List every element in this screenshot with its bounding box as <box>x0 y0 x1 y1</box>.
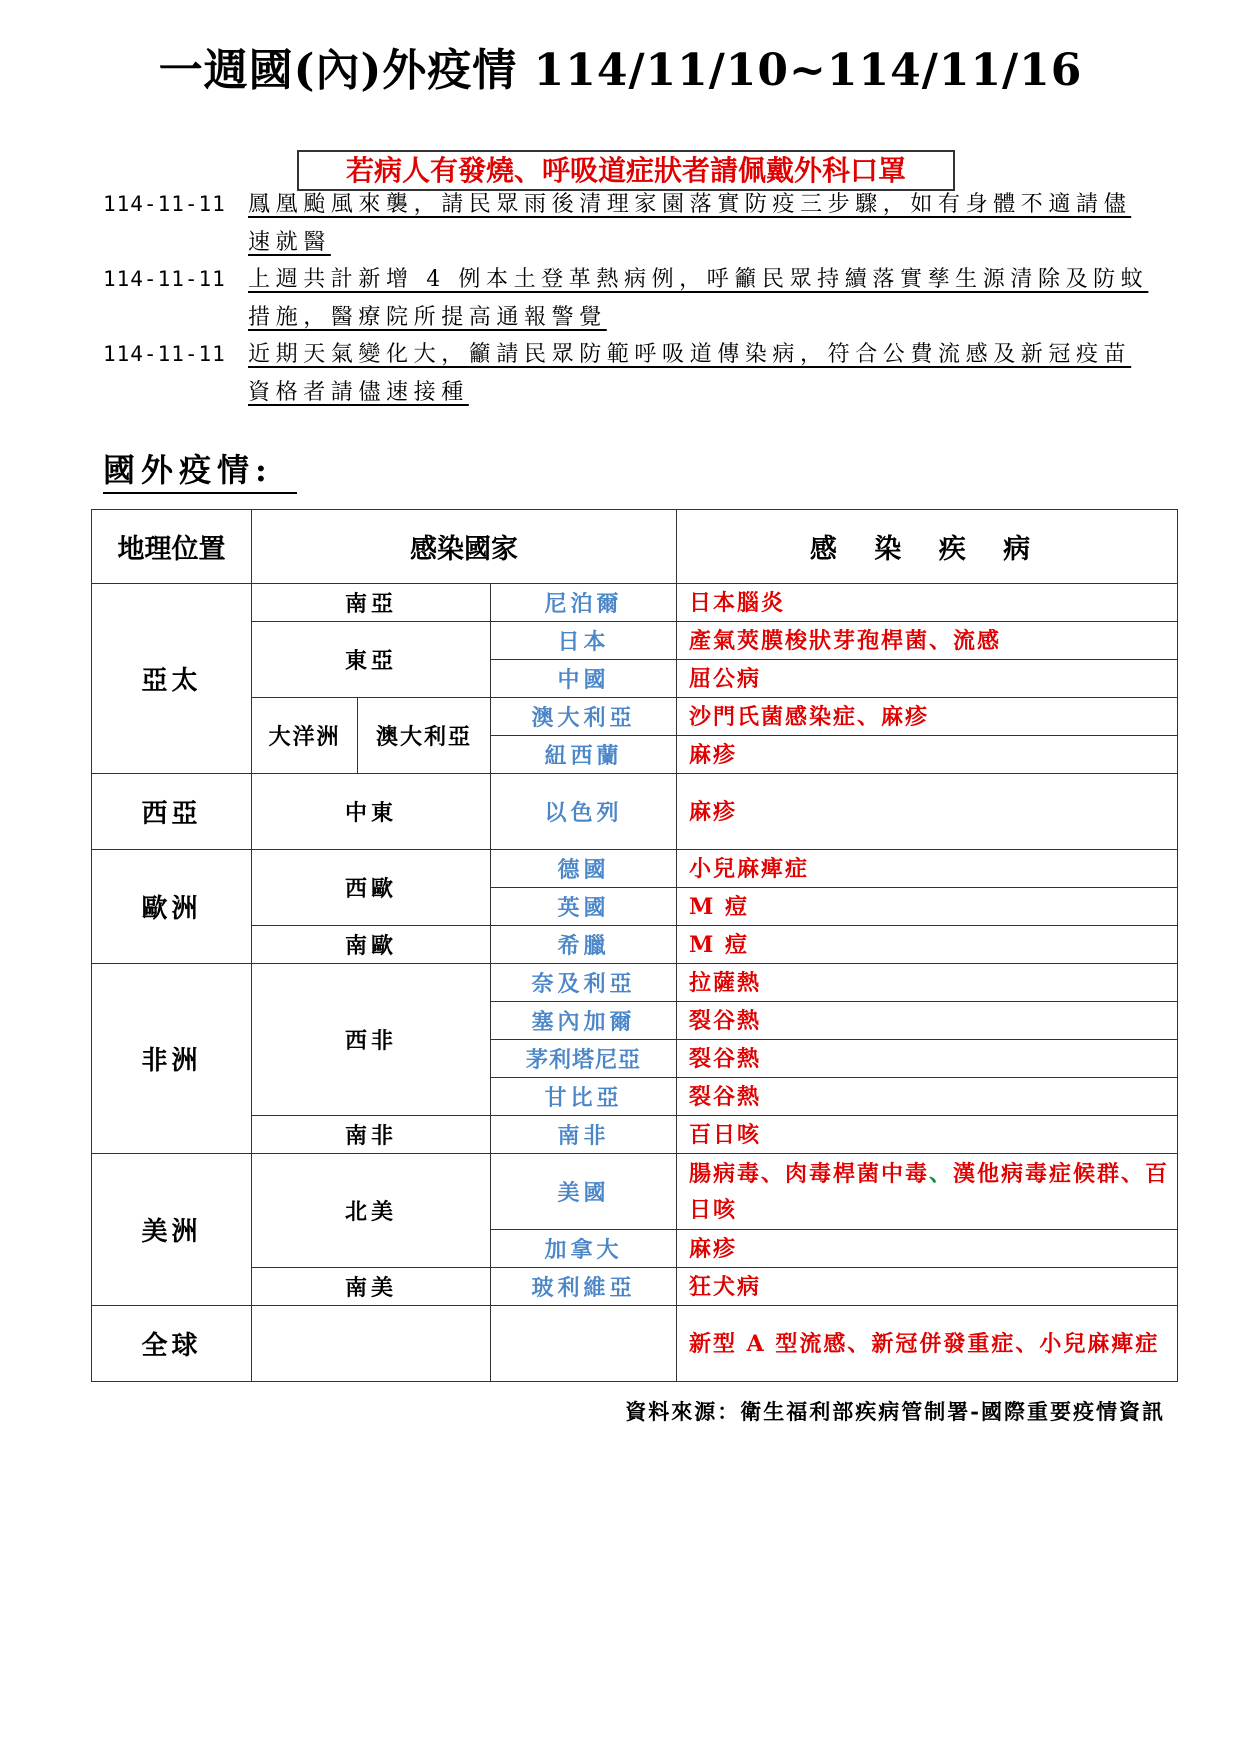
news-date: 114-11-11 <box>103 192 226 216</box>
news-text-line[interactable]: 近期天氣變化大，籲請民眾防範呼吸道傳染病，符合公費流感及新冠疫苗 <box>248 342 1132 367</box>
disease-cell: 裂谷熱 <box>677 1002 1178 1040</box>
geo-cell: 非洲 <box>92 964 252 1154</box>
disease-cell: M 痘 <box>677 888 1178 926</box>
disease-cell: M 痘 <box>677 926 1178 964</box>
region-cell: 東亞 <box>252 622 491 698</box>
table-row <box>92 584 1178 622</box>
disease-cell: 屈公病 <box>677 660 1178 698</box>
news-text-line[interactable]: 上週共計新增 4 例本土登革熱病例，呼籲民眾持續落實孳生源清除及防蚊 <box>248 267 1149 292</box>
news-item <box>103 336 1163 411</box>
disease-cell: 麻疹 <box>677 736 1178 774</box>
country-cell: 日本 <box>491 622 677 660</box>
country-cell: 甘比亞 <box>491 1078 677 1116</box>
country-cell: 玻利維亞 <box>491 1268 677 1306</box>
disease-cell: 沙門氏菌感染症、麻疹 <box>677 698 1178 736</box>
region-cell: 北美 <box>252 1154 491 1268</box>
disease-cell: 裂谷熱 <box>677 1078 1178 1116</box>
region-cell: 西非 <box>252 964 491 1116</box>
disease-cell: 拉薩熱 <box>677 964 1178 1002</box>
table-row <box>92 1268 1178 1306</box>
disease-cell: 小兒麻痺症 <box>677 850 1178 888</box>
geo-cell: 美洲 <box>92 1154 252 1306</box>
disease-cell: 百日咳 <box>677 1116 1178 1154</box>
page-title: 一週國(內)外疫情 114/11/10~114/11/16 <box>158 45 1083 96</box>
country-cell: 德國 <box>491 850 677 888</box>
region-cell: 大洋洲 <box>252 698 358 774</box>
country-cell: 希臘 <box>491 926 677 964</box>
disease-separator: 、 <box>929 1160 954 1187</box>
disease-text: 腸病毒、肉毒桿菌中毒 <box>689 1160 930 1187</box>
country-cell: 南非 <box>491 1116 677 1154</box>
geo-cell: 歐洲 <box>92 850 252 964</box>
region-cell: 南歐 <box>252 926 491 964</box>
region-cell: 南非 <box>252 1116 491 1154</box>
region-cell: 南亞 <box>252 584 491 622</box>
region-cell: 南美 <box>252 1268 491 1306</box>
table-row <box>92 850 1178 888</box>
table-row <box>92 926 1178 964</box>
mask-notice: 若病人有發燒、呼吸道症狀者請佩戴外科口罩 <box>297 150 955 191</box>
country-cell: 尼泊爾 <box>491 584 677 622</box>
news-date: 114-11-11 <box>103 342 226 366</box>
geo-cell: 全球 <box>92 1306 252 1382</box>
disease-cell: 日本腦炎 <box>677 584 1178 622</box>
table-row <box>92 622 1178 660</box>
table-row <box>92 1154 1178 1230</box>
country-cell: 塞內加爾 <box>491 1002 677 1040</box>
disease-cell: 產氣莢膜梭狀芽孢桿菌、流感 <box>677 622 1178 660</box>
news-text-line[interactable]: 資格者請儘速接種 <box>248 379 469 405</box>
epidemic-table <box>91 509 1178 1382</box>
disease-cell: 裂谷熱 <box>677 1040 1178 1078</box>
header-country: 感染國家 <box>252 510 677 584</box>
disease-cell: 麻疹 <box>677 774 1178 850</box>
country-cell: 美國 <box>491 1154 677 1230</box>
country-cell: 英國 <box>491 888 677 926</box>
table-row <box>92 698 1178 736</box>
country-cell: 澳大利亞 <box>491 698 677 736</box>
region-cell: 中東 <box>252 774 491 850</box>
table-row <box>92 964 1178 1002</box>
disease-cell: 狂犬病 <box>677 1268 1178 1306</box>
country-cell: 紐西蘭 <box>491 736 677 774</box>
disease-text: 漢他病毒症候群、百日咳 <box>689 1160 1170 1223</box>
country-cell: 中國 <box>491 660 677 698</box>
news-text-line[interactable]: 措施，醫療院所提高通報警覺 <box>248 304 607 330</box>
disease-cell <box>677 1154 1178 1230</box>
country-cell: 奈及利亞 <box>491 964 677 1002</box>
data-source: 資料來源：衛生福利部疾病管制署-國際重要疫情資訊 <box>625 1399 1165 1424</box>
table-row <box>92 1306 1178 1382</box>
region-cell-empty <box>252 1306 491 1382</box>
table-header-row <box>92 510 1178 584</box>
disease-cell: 麻疹 <box>677 1230 1178 1268</box>
header-geo: 地理位置 <box>92 510 252 584</box>
geo-cell: 亞太 <box>92 584 252 774</box>
section-heading-international: 國外疫情: <box>103 448 297 494</box>
news-date: 114-11-11 <box>103 267 226 291</box>
news-text-line[interactable]: 鳳凰颱風來襲，請民眾雨後清理家園落實防疫三步驟，如有身體不適請儘 <box>248 192 1132 217</box>
news-item <box>103 261 1163 336</box>
disease-cell: 新型 A 型流感、新冠併發重症、小兒麻痺症 <box>677 1306 1178 1382</box>
country-cell: 加拿大 <box>491 1230 677 1268</box>
country-cell: 以色列 <box>491 774 677 850</box>
geo-cell: 西亞 <box>92 774 252 850</box>
header-disease: 感 染 疾 病 <box>677 510 1178 584</box>
news-item <box>103 186 1163 261</box>
subregion-cell: 澳大利亞 <box>358 698 491 774</box>
country-cell-empty <box>491 1306 677 1382</box>
news-list <box>103 186 1163 411</box>
table-row <box>92 774 1178 850</box>
table-row <box>92 1116 1178 1154</box>
region-cell: 西歐 <box>252 850 491 926</box>
country-cell: 茅利塔尼亞 <box>491 1040 677 1078</box>
news-text-line[interactable]: 速就醫 <box>248 229 331 255</box>
